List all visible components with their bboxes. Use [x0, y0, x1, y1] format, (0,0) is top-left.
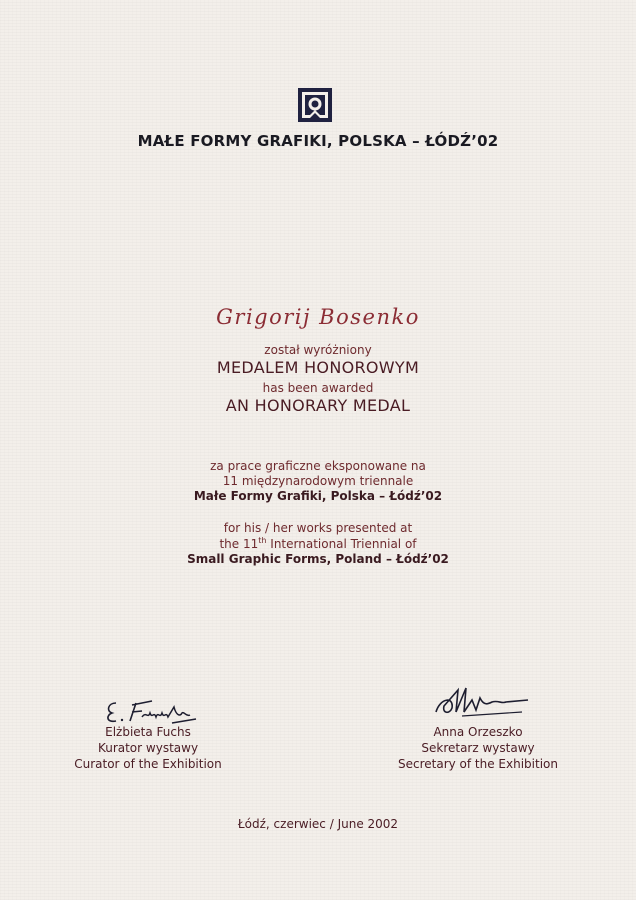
- pl-exhibition-title: Małe Formy Grafiki, Polska – Łódź’02: [193, 489, 443, 503]
- en-text-line1: for his / her works presented at: [223, 521, 413, 535]
- award-name-en: AN HONORARY MEDAL: [225, 396, 411, 415]
- secretary-role-en: Secretary of the Exhibition: [397, 757, 558, 771]
- en-exhibition-title: Small Graphic Forms, Poland – Łódź’02: [187, 552, 449, 566]
- pl-text-line1: za prace graficzne eksponowane na: [210, 459, 426, 473]
- recipient-name: Grigorij Bosenko: [216, 305, 420, 329]
- curator-name: Elżbieta Fuchs: [105, 725, 191, 739]
- award-name-pl: MEDALEM HONOROWYM: [216, 358, 420, 377]
- award-intro-pl: został wyróżniony: [264, 343, 372, 357]
- secretary-block: [390, 724, 566, 772]
- en-text-line2: the 11th International Triennial of: [219, 536, 417, 551]
- place-date: Łódź, czerwiec / June 2002: [237, 817, 399, 831]
- secretary-name: Anna Orzeszko: [433, 725, 523, 739]
- curator-role-en: Curator of the Exhibition: [74, 757, 222, 771]
- curator-block: [62, 724, 234, 772]
- certificate-title: MAŁE FORMY GRAFIKI, POLSKA – ŁÓDŹ’02: [137, 132, 499, 150]
- secretary-role-pl: Sekretarz wystawy: [421, 741, 535, 755]
- pl-text-line2: 11 międzynarodowym triennale: [222, 474, 414, 488]
- triennial-logo-icon: [297, 87, 333, 123]
- secretary-signature: [432, 684, 532, 720]
- curator-signature: [102, 695, 202, 727]
- award-intro-en: has been awarded: [262, 381, 374, 395]
- curator-role-pl: Kurator wystawy: [97, 741, 199, 755]
